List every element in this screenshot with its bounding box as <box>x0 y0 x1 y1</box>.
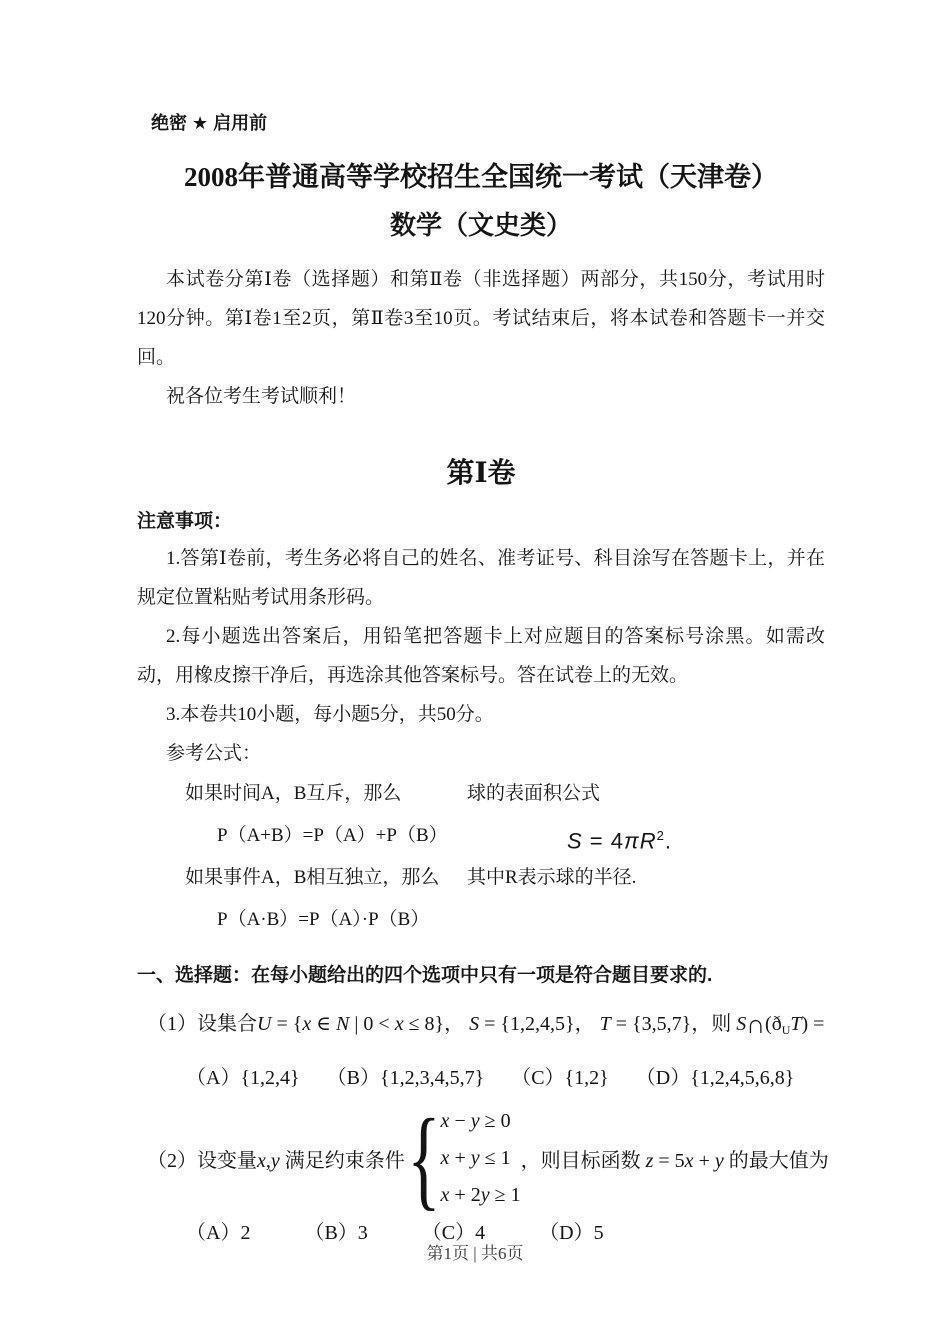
question-1-options <box>137 1063 825 1093</box>
ref-independent-text: 如果事件A，B相互独立，那么 <box>185 867 440 888</box>
text-segment: | 0 < <box>349 1013 395 1035</box>
text-segment: + 2 <box>449 1184 481 1207</box>
text-segment: ， <box>574 1013 600 1035</box>
text-segment: ， <box>444 1013 470 1035</box>
question-1-option-d: （D）{1,2,4,5,6,8} <box>635 1067 795 1090</box>
text-segment: + <box>449 1147 471 1170</box>
text-segment: y <box>714 1150 724 1173</box>
sphere-formula-mid: = 4 <box>582 828 624 854</box>
text-segment: ≥ 1 <box>489 1184 521 1207</box>
exam-intro-paragraph: 本试卷分第Ⅰ卷（选择题）和第Ⅱ卷（非选择题）两部分，共150分，考试用时120分钟。第Ⅰ卷1至2页，第Ⅱ卷3至10页。考试结束后，将本试卷和答题卡一并交回。 <box>137 269 825 368</box>
question-2-stem <box>137 1096 829 1221</box>
question-2-option-c: （C）4 <box>421 1222 486 1245</box>
constraint-line-2 <box>441 1140 521 1177</box>
note-item-2: 2.每小题选出答案后，用铅笔把答题卡上对应题目的答案标号涂黑。如需改动，用橡皮擦干净后，再选涂其他答案标号。答在试卷上的无效。 <box>137 626 825 686</box>
text-segment: y <box>470 1110 480 1133</box>
text-segment: （2）设变量 <box>147 1150 257 1173</box>
ref-exclusive-formula: P（A+B）=P（A）+P（B） <box>217 825 448 846</box>
text-segment: y <box>480 1184 490 1207</box>
ref-sphere-formula <box>467 815 825 857</box>
text-segment: S <box>469 1013 480 1035</box>
text-segment: ∈ <box>311 1013 337 1035</box>
text-segment: x <box>440 1147 450 1170</box>
question-1-option-b: （B）{1,2,3,4,5,7} <box>326 1067 485 1090</box>
question-2-tail <box>521 1144 829 1173</box>
ref-independent-formula: P（A·B）=P（A）·P（B） <box>217 909 430 930</box>
constraint-system <box>441 1103 521 1214</box>
text-segment: T <box>599 1013 611 1035</box>
text-segment: = {3,5,7} <box>610 1013 692 1035</box>
text-segment: ) = <box>801 1013 825 1035</box>
sphere-formula-period: . <box>664 828 672 854</box>
exam-subtitle: 数学（文史类） <box>389 211 572 240</box>
exam-wish-line: 祝各位考生考试顺利！ <box>166 386 357 407</box>
question-1-option-a: （A）{1,2,4} <box>186 1067 300 1090</box>
question-2-option-b: （B）3 <box>304 1222 368 1245</box>
text-segment: z <box>645 1150 654 1173</box>
notes-title: 注意事项： <box>137 511 233 532</box>
constraint-brace: { <box>406 1096 441 1221</box>
sphere-formula-pi: π <box>624 828 640 854</box>
text-segment: ( <box>765 1013 772 1035</box>
choice-section-heading: 一、选择题：在每小题给出的四个选项中只有一项是符合题目要求的. <box>137 965 713 986</box>
question-2-lead <box>147 1144 405 1173</box>
ref-sphere-note: 其中R表示球的半径. <box>467 867 637 888</box>
sphere-formula-lhs: S <box>567 828 583 854</box>
text-segment: S <box>736 1013 747 1035</box>
sphere-formula-base: R <box>639 828 657 854</box>
text-segment: （1）设集合 <box>147 1013 257 1035</box>
text-segment: 的最大值为 <box>723 1150 829 1173</box>
text-segment: − <box>449 1110 471 1133</box>
question-1-option-c: （C）{1,2} <box>511 1067 609 1090</box>
ref-exclusive-text: 如果时间A，B互斥，那么 <box>185 783 402 804</box>
text-segment: = {1,2,4,5} <box>479 1013 575 1035</box>
text-segment: N <box>336 1013 350 1035</box>
text-segment: x <box>394 1013 404 1035</box>
reference-formulas-title: 参考公式： <box>166 743 262 764</box>
text-segment: + <box>693 1150 715 1173</box>
text-segment: x <box>440 1184 450 1207</box>
text-segment: , <box>265 1150 271 1173</box>
question-2-option-d: （D）5 <box>539 1222 604 1245</box>
question-2-option-a: （A）2 <box>186 1222 251 1245</box>
text-segment: ∩ <box>746 1010 766 1040</box>
text-segment: ，则目标函数 <box>520 1150 646 1173</box>
text-segment: x <box>440 1110 450 1133</box>
text-segment: = 5 <box>653 1150 685 1173</box>
part1-heading: 第Ⅰ卷 <box>446 458 516 489</box>
text-segment: ≥ 0 <box>479 1110 511 1133</box>
text-segment: x <box>684 1150 694 1173</box>
constraint-line-1 <box>441 1103 521 1140</box>
constraint-line-3 <box>441 1177 521 1214</box>
security-classification: 绝密 ★ 启用前 <box>151 113 268 133</box>
text-segment: ≤ 1 <box>479 1147 511 1170</box>
text-segment: U <box>257 1013 272 1035</box>
reference-formulas <box>137 773 825 941</box>
ref-sphere-text: 球的表面积公式 <box>467 783 601 804</box>
ref-empty-cell <box>467 899 825 941</box>
sphere-formula-exponent: 2 <box>656 828 665 843</box>
text-segment: ð <box>771 1013 782 1035</box>
question-1-stem <box>137 1007 825 1047</box>
page-footer: 第1页 | 共6页 <box>426 1244 524 1263</box>
text-segment: x <box>257 1150 266 1173</box>
text-segment: ，则 <box>691 1013 737 1035</box>
text-segment: 满足约束条件 <box>279 1150 405 1173</box>
note-item-3: 3.本卷共10小题，每小题5分，共50分。 <box>166 704 494 725</box>
exam-title: 2008年普通高等学校招生全国统一考试（天津卷） <box>184 162 778 192</box>
text-segment: y <box>270 1150 280 1173</box>
note-item-1: 1.答第Ⅰ卷前，考生务必将自己的姓名、准考证号、科目涂写在答题卡上，并在规定位置粘贴考试用条形码。 <box>137 548 825 608</box>
text-segment: x <box>302 1013 312 1035</box>
text-segment: T <box>790 1013 802 1035</box>
text-segment: = { <box>271 1013 303 1035</box>
text-segment: U <box>781 1023 791 1038</box>
text-segment: ≤ 8} <box>403 1013 445 1035</box>
text-segment: y <box>470 1147 480 1170</box>
